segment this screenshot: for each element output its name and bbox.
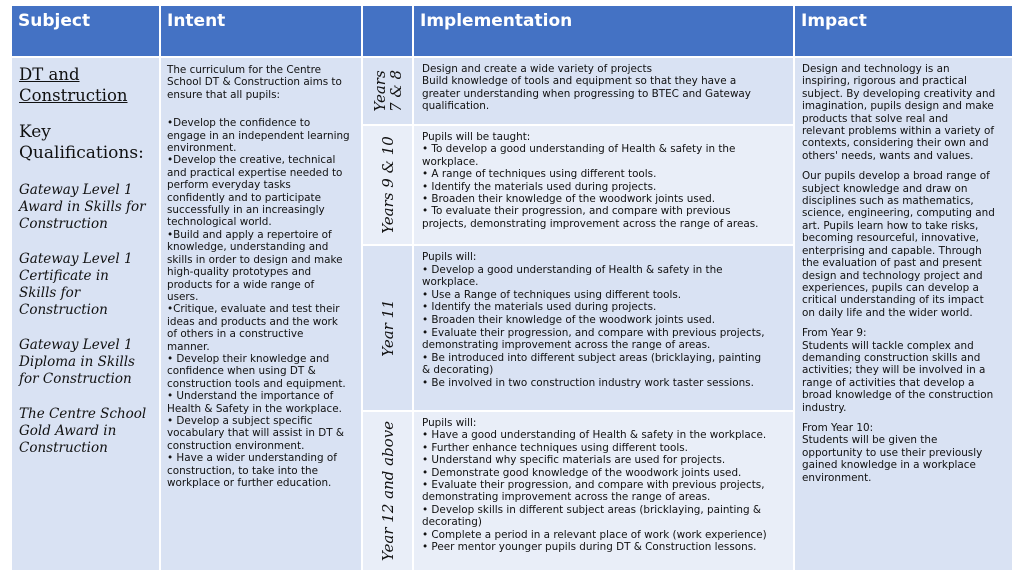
impact-line: industry. [802, 401, 847, 414]
year-label-text: Year 12 and above [378, 420, 397, 562]
impact-line: critical understanding of its impact [802, 294, 984, 307]
impact-line: opportunity to use their previously [802, 446, 983, 459]
impact-line: subject knowledge and draw on [802, 182, 968, 195]
intent-line: and practical expertise needed to [167, 166, 343, 179]
curriculum-table [12, 6, 1012, 570]
impl-line: • Identify the materials used during projects. [422, 180, 657, 193]
intent-line: products for a wide range of [167, 278, 315, 291]
qual-line: Construction [19, 440, 108, 456]
impact-gap [802, 162, 1005, 170]
impl-line: • A range of techniques using different tools. [422, 168, 657, 181]
year-label-11 [363, 246, 412, 410]
year-line: 7 & 8 [386, 70, 405, 112]
impl-line: • Further enhance techniques using different tools. [422, 441, 688, 454]
intent-line: • Develop their knowledge and [167, 352, 330, 365]
header-implementation: Implementation [414, 6, 793, 56]
impl-line: • Complete a period in a relevant place of work (work experience) [422, 528, 767, 541]
impl-line: demonstrating improvement across the range of areas. [422, 491, 711, 504]
intent-line: Health & Safety in the workplace. [167, 402, 342, 415]
impl-line: & decorating) [422, 364, 494, 377]
impact-line: products that solve real and [802, 112, 949, 125]
impl-line: Design and create a wide variety of projects [422, 63, 653, 75]
impact-line: demanding construction skills and [802, 351, 981, 364]
impact-line: subject. By developing creativity and [802, 87, 996, 100]
qualification-certificate [19, 251, 152, 319]
qual-line: The Centre School [19, 406, 147, 422]
impl-line: • Be introduced into different subject areas (bricklaying, painting [422, 351, 762, 364]
impl-line: greater understanding when progressing to BTEC and Gateway [422, 87, 751, 100]
intent-line: high-quality prototypes and [167, 266, 312, 279]
impact-line: Students will be given the [802, 434, 938, 447]
intent-gap [167, 109, 355, 117]
intent-line: •Critique, evaluate and test their [167, 303, 340, 316]
intent-line: technological world. [167, 216, 272, 229]
intent-line: confidence when using DT & [167, 365, 316, 378]
impact-line: From Year 9: [802, 327, 867, 340]
qual-line: for Construction [19, 371, 132, 387]
impl-line: • Evaluate their progression, and compare with previous projects, [422, 479, 765, 492]
intent-gap [167, 101, 355, 109]
intent-line: users. [167, 290, 199, 303]
impact-gap [802, 319, 1005, 327]
year-label-9-10 [363, 126, 412, 244]
impl-line: demonstrating improvement across the range of areas. [422, 339, 711, 352]
impl-line: • Identify the materials used during projects. [422, 301, 657, 314]
impl-line: • Peer mentor younger pupils during DT & Construction lessons. [422, 541, 757, 554]
intent-line: •Develop the confidence to [167, 117, 311, 130]
intent-line: construction, to take into the [167, 464, 318, 477]
impl-line: • Use a Range of techniques using different tools. [422, 288, 682, 301]
impact-line: broad knowledge of the construction [802, 389, 994, 402]
impact-line: on daily life and the wider world. [802, 306, 973, 319]
qualification-gold-award [19, 406, 152, 457]
header-subject: Subject [12, 6, 159, 56]
impact-line: contexts, considering their own and [802, 137, 989, 150]
header-intent: Intent [161, 6, 361, 56]
impl-line: • Have a good understanding of Health & safety in the workplace. [422, 429, 767, 442]
qual-line: Certificate in [19, 268, 109, 284]
impl-line: Build knowledge of tools and equipment so that they have a [422, 75, 737, 88]
year-label-7-8 [363, 58, 412, 124]
impact-cell [795, 58, 1012, 570]
intent-line: vocabulary that will assist in DT & [167, 427, 345, 440]
intent-line: construction tools and equipment. [167, 377, 346, 390]
qualification-diploma [19, 337, 152, 388]
impact-line: Our pupils develop a broad range of [802, 170, 990, 183]
intent-line: ensure that all pupils: [167, 88, 281, 101]
subject-cell [12, 58, 159, 570]
impl-line: Pupils will: [422, 251, 477, 263]
intent-line: manner. [167, 340, 210, 353]
qual-line: Construction [19, 302, 108, 318]
intent-line: of others in a constructive [167, 328, 304, 341]
impl-line: • Develop a good understanding of Health & safety in the [422, 263, 723, 276]
impact-line: design and technology project and [802, 269, 983, 282]
header-year-blank [363, 6, 412, 56]
impact-line: gained knowledge in a workplace [802, 459, 976, 472]
key-qualifications-label [19, 122, 152, 164]
year-line: Years [370, 70, 389, 112]
intent-line: construction environment. [167, 439, 305, 452]
impl-line: workplace. [422, 155, 479, 168]
qual-line: Gateway Level 1 [19, 182, 133, 198]
qual-line: Diploma in Skills [19, 354, 135, 370]
key-label-line: Key [19, 122, 51, 142]
intent-line: successfully in an increasingly [167, 204, 325, 217]
impl-line: • To evaluate their progression, and compare with previous [422, 205, 731, 218]
impact-line: inspiring, rigorous and practical [802, 75, 967, 88]
intent-line: environment. [167, 142, 237, 155]
intent-line: skills in order to design and make [167, 253, 343, 266]
subject-title-line: DT and [19, 65, 80, 84]
intent-line: perform everyday tasks [167, 179, 291, 192]
impact-line: environment. [802, 471, 872, 484]
impl-line: • Be involved in two construction industry work taster sessions. [422, 376, 754, 389]
impl-line: • To develop a good understanding of Health & safety in the [422, 143, 736, 156]
impl-line: Pupils will be taught: [422, 131, 531, 143]
intent-line: The curriculum for the Centre [167, 64, 322, 76]
intent-line: •Build and apply a repertoire of [167, 228, 332, 241]
impl-line: decorating) [422, 516, 482, 529]
impact-gap [802, 414, 1005, 422]
intent-line: • Have a wider understanding of [167, 452, 337, 465]
intent-line: School DT & Construction aims to [167, 76, 342, 89]
qual-line: Gateway Level 1 [19, 337, 133, 353]
impl-line: • Understand why specific materials are used for projects. [422, 454, 726, 467]
impl-line: • Develop skills in different subject areas (bricklaying, painting & [422, 503, 761, 516]
impact-line: disciplines such as mathematics, [802, 195, 974, 208]
impact-line: relevant problems within a variety of [802, 125, 995, 138]
impact-line: art. Pupils learn how to take risks, [802, 219, 979, 232]
intent-line: • Understand the importance of [167, 390, 334, 403]
subject-title-line: Construction [19, 86, 128, 105]
impact-line: Design and technology is an [802, 63, 950, 75]
implementation-years-9-10 [414, 126, 793, 244]
intent-line: workplace or further education. [167, 477, 332, 489]
header-impact: Impact [795, 6, 1012, 56]
intent-line: confidently and to participate [167, 191, 321, 204]
year-label-12-above [363, 412, 412, 570]
impact-line: activities; they will be involved in a [802, 364, 986, 377]
implementation-years-7-8 [414, 58, 793, 124]
qual-line: Skills for [19, 285, 81, 301]
impact-line: enterprising and capable. Through [802, 244, 982, 257]
impact-line: From Year 10: [802, 421, 874, 434]
impl-line: qualification. [422, 100, 490, 113]
impl-line: • Evaluate their progression, and compare with previous projects, [422, 326, 765, 339]
impl-line: workplace. [422, 276, 479, 289]
intent-cell [161, 58, 361, 570]
qual-line: Award in Skills for [19, 199, 146, 215]
impact-line: range of activities that develop a [802, 376, 975, 389]
impl-line: Pupils will: [422, 417, 477, 429]
year-label-text: Year 11 [378, 299, 397, 357]
impact-line: experiences, pupils can develop a [802, 281, 979, 294]
impact-line: science, engineering, computing and [802, 207, 995, 220]
intent-line: •Develop the creative, technical [167, 154, 336, 167]
intent-line: ideas and products and the work [167, 315, 338, 328]
key-label-line: Qualifications: [19, 143, 144, 163]
intent-line: knowledge, understanding and [167, 241, 329, 254]
impact-line: imagination, pupils design and make [802, 100, 994, 113]
impact-line: others' needs, wants and values. [802, 149, 974, 162]
impl-line: projects, demonstrating improvement across the range of areas. [422, 217, 759, 230]
year-label-text: Years 9 & 10 [378, 136, 397, 234]
qual-line: Gateway Level 1 [19, 251, 133, 267]
qualification-award [19, 182, 152, 233]
implementation-year-12-above [414, 412, 793, 570]
impl-line: • Broaden their knowledge of the woodwork joints used. [422, 313, 716, 326]
impl-line: • Demonstrate good knowledge of the woodwork joints used. [422, 466, 742, 479]
intent-line: • Develop a subject specific [167, 414, 313, 427]
impact-line: the evaluation of past and present [802, 257, 982, 270]
impact-line: becoming resourceful, innovative, [802, 232, 979, 245]
implementation-year-11 [414, 246, 793, 410]
year-label-text [372, 70, 404, 112]
qual-line: Gold Award in [19, 423, 117, 439]
qual-line: Construction [19, 216, 108, 232]
intent-line: engage in an independent learning [167, 129, 350, 142]
impl-line: • Broaden their knowledge of the woodwork joints used. [422, 193, 716, 206]
impact-line: Students will tackle complex and [802, 339, 974, 352]
